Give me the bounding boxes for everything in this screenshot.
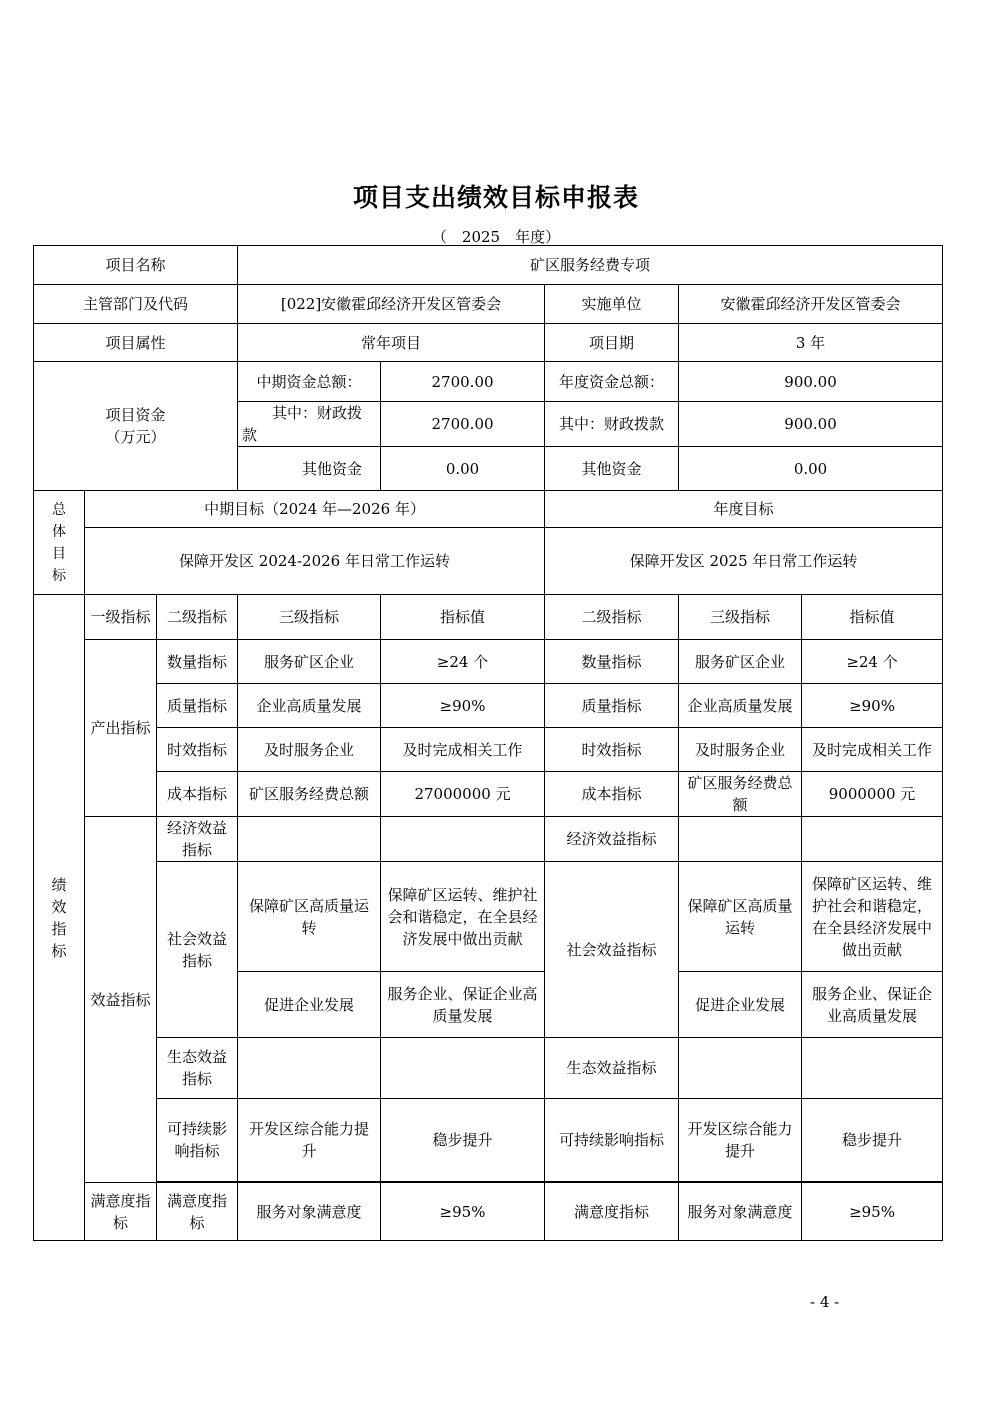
page-title: 项目支出绩效目标申报表 [352, 183, 639, 212]
time-val: 及时完成相关工作 [381, 728, 545, 772]
sat-val-annual: ≥95% [802, 1183, 943, 1241]
sust-l2-annual: 可持续影响指标 [545, 1099, 679, 1182]
project-name-value: 矿区服务经费专项 [238, 246, 943, 285]
implementer-value: 安徽霍邱经济开发区管委会 [679, 285, 943, 324]
cost-l2-annual: 成本指标 [545, 772, 679, 817]
attribute-value: 常年项目 [238, 324, 545, 362]
sat-l3: 服务对象满意度 [238, 1183, 381, 1241]
performance-form-table [33, 245, 943, 1241]
goals-label: 总 体 目 标 [34, 491, 85, 595]
department-label: 主管部门及代码 [34, 285, 238, 324]
qual-val: ≥90% [381, 684, 545, 728]
soc2-val: 服务企业、保证企业高质量发展 [381, 972, 545, 1038]
output-label: 产出指标 [85, 640, 157, 817]
row-qty [34, 640, 943, 684]
mid-other-value: 0.00 [381, 447, 545, 491]
econ-l2-annual: 经济效益指标 [545, 817, 679, 862]
annual-total-value: 900.00 [679, 362, 943, 402]
soc-l2: 社会效益指标 [157, 862, 238, 1038]
soc2-l3: 促进企业发展 [238, 972, 381, 1038]
econ-val-annual [802, 817, 943, 862]
annual-other-label: 其他资金 [545, 447, 679, 491]
sat-l3-annual: 服务对象满意度 [679, 1183, 802, 1241]
annual-goal-header: 年度目标 [545, 491, 943, 528]
row-time [34, 728, 943, 772]
eco-val [381, 1038, 545, 1099]
h-value-annual: 指标值 [802, 595, 943, 640]
time-l3-annual: 及时服务企业 [679, 728, 802, 772]
benefit-label: 效益指标 [85, 817, 157, 1183]
sust-l2: 可持续影响指标 [157, 1099, 238, 1182]
mid-total-value: 2700.00 [381, 362, 545, 402]
econ-l3 [238, 817, 381, 862]
eco-l2-annual: 生态效益指标 [545, 1038, 679, 1099]
soc1-l3: 保障矿区高质量运转 [238, 862, 381, 972]
h-level1: 一级指标 [85, 595, 157, 640]
cost-val-annual: 9000000 元 [802, 772, 943, 817]
soc1-l3-annual: 保障矿区高质量运转 [679, 862, 802, 972]
h-level2: 二级指标 [157, 595, 238, 640]
mid-goal-text: 保障开发区 2024-2026 年日常工作运转 [85, 528, 545, 595]
h-value: 指标值 [381, 595, 545, 640]
econ-l2: 经济效益指标 [157, 817, 238, 862]
row-cost [34, 772, 943, 817]
annual-other-value: 0.00 [679, 447, 943, 491]
sat-l2: 满意度指标 [157, 1183, 238, 1241]
eco-l3 [238, 1038, 381, 1099]
soc2-val-annual: 服务企业、保证企业高质量发展 [802, 972, 943, 1038]
sat-l2-annual: 满意度指标 [545, 1183, 679, 1241]
qty-val-annual: ≥24 个 [802, 640, 943, 684]
mid-total-label: 中期资金总额： [238, 362, 381, 402]
eco-l3-annual [679, 1038, 802, 1099]
implementer-label: 实施单位 [545, 285, 679, 324]
time-l2: 时效指标 [157, 728, 238, 772]
soc1-val: 保障矿区运转、维护社会和谐稳定，在全县经济发展中做出贡献 [381, 862, 545, 972]
year-line: （ 2025 年度） [431, 228, 561, 246]
eco-l2: 生态效益指标 [157, 1038, 238, 1099]
annual-fiscal-label: 其中：财政拨款 [545, 402, 679, 447]
qual-l3: 企业高质量发展 [238, 684, 381, 728]
sust-l3: 开发区综合能力提升 [238, 1099, 381, 1182]
qty-l2: 数量指标 [157, 640, 238, 684]
project-name-label: 项目名称 [34, 246, 238, 285]
annual-fiscal-value: 900.00 [679, 402, 943, 447]
qual-l2: 质量指标 [157, 684, 238, 728]
mid-fiscal-label: 其中：财政拨款 [238, 402, 381, 447]
department-value: [022]安徽霍邱经济开发区管委会 [238, 285, 545, 324]
h-level3: 三级指标 [238, 595, 381, 640]
satisfaction-label: 满意度指标 [85, 1183, 157, 1241]
row-econ [34, 817, 943, 862]
sust-l3-annual: 开发区综合能力提升 [679, 1099, 802, 1182]
econ-val [381, 817, 545, 862]
row-qual [34, 684, 943, 728]
qty-l3: 服务矿区企业 [238, 640, 381, 684]
mid-goal-header: 中期目标（2024 年—2026 年） [85, 491, 545, 528]
funds-label: 项目资金 （万元） [34, 362, 238, 491]
h-level2-annual: 二级指标 [545, 595, 679, 640]
soc2-l3-annual: 促进企业发展 [679, 972, 802, 1038]
row-goals-header [34, 491, 943, 528]
row-satisfaction [34, 1183, 943, 1241]
page-number: - 4 - [810, 1293, 840, 1311]
eco-val-annual [802, 1038, 943, 1099]
qty-val: ≥24 个 [381, 640, 545, 684]
mid-fiscal-value: 2700.00 [381, 402, 545, 447]
annual-total-label: 年度资金总额： [545, 362, 679, 402]
mid-other-label: 其他资金 [238, 447, 381, 491]
qty-l3-annual: 服务矿区企业 [679, 640, 802, 684]
cost-l3: 矿区服务经费总额 [238, 772, 381, 817]
sat-val: ≥95% [381, 1183, 545, 1241]
period-label: 项目期 [545, 324, 679, 362]
time-l2-annual: 时效指标 [545, 728, 679, 772]
qty-l2-annual: 数量指标 [545, 640, 679, 684]
sust-val: 稳步提升 [381, 1099, 545, 1182]
qual-val-annual: ≥90% [802, 684, 943, 728]
row-eco [34, 1038, 943, 1099]
qual-l3-annual: 企业高质量发展 [679, 684, 802, 728]
row-attribute [34, 324, 943, 362]
h-level3-annual: 三级指标 [679, 595, 802, 640]
sust-val-annual: 稳步提升 [802, 1099, 943, 1182]
row-sustain [34, 1099, 943, 1182]
attribute-label: 项目属性 [34, 324, 238, 362]
soc-l2-annual: 社会效益指标 [545, 862, 679, 1038]
perf-label: 绩 效 指 标 [34, 595, 85, 1241]
row-social-1 [34, 862, 943, 972]
soc1-val-annual: 保障矿区运转、维护社会和谐稳定，在全县经济发展中做出贡献 [802, 862, 943, 972]
row-funds-total [34, 362, 943, 402]
row-department [34, 285, 943, 324]
time-l3: 及时服务企业 [238, 728, 381, 772]
cost-l2: 成本指标 [157, 772, 238, 817]
period-value: 3 年 [679, 324, 943, 362]
row-perf-header [34, 595, 943, 640]
econ-l3-annual [679, 817, 802, 862]
row-goals-text [34, 528, 943, 595]
cost-l3-annual: 矿区服务经费总额 [679, 772, 802, 817]
row-project-name [34, 246, 943, 285]
annual-goal-text: 保障开发区 2025 年日常工作运转 [545, 528, 943, 595]
cost-val: 27000000 元 [381, 772, 545, 817]
time-val-annual: 及时完成相关工作 [802, 728, 943, 772]
qual-l2-annual: 质量指标 [545, 684, 679, 728]
